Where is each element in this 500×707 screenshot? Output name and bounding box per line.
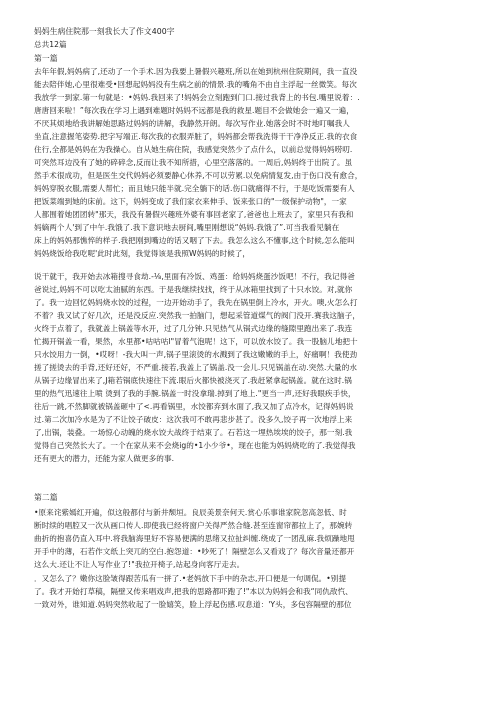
- document-title: 妈妈生病住院那一刻我长大了作文400字: [34, 27, 175, 36]
- paragraph-line: 妈妈穿脱衣服,需要人帮忙；而且她只能半就.完全躺下的话.伤口就痛得不行，于是吃饭需要有人: [34, 184, 355, 193]
- paragraph-line: 从锅子边缘冒出来了,J箱若锅底快速往下流.眼后火都快被浇灭了.我赶紧拿起锅盖。就在这时.锅: [34, 376, 352, 385]
- paragraph-line: 这么大.还让不让人写作业了!"我拉开椅子,站起身向客厅走去。: [34, 560, 245, 569]
- paragraph-line: 不厌其烦地给我讲解她思路过妈妈的讲解，我静然开朗。每次写作业.她落会时不时地叮嘱我人: [34, 119, 350, 128]
- paragraph-line: 不着？我又试了好几次，还是没反应.突然我一拍脑门，想起采管道煤气的阀门没开.赛我这脑子，: [34, 311, 360, 320]
- paragraph-line: 住行,全都是妈妈在为我操心。自从她生病住院，我感觉突然少了点什么，以前总觉得妈妈唠叨.: [34, 145, 353, 154]
- paragraph-line: 妈妈烧饭给我吃呢'此时此刻，我觉得该是我照W妈妈的时候了，: [34, 249, 251, 258]
- paragraph-line: 搓了搓烫去的手背,还好还好，不严重.接若,我盖上了锅盖.没一会儿.只见锅盖在动.突然.大量的水: [34, 363, 357, 372]
- section-heading: 第二篇: [34, 493, 58, 502]
- paragraph-line: 去年年假,妈妈病了,还动了一个手术.因为我要上暑假兴趣班,所以在她到杭州住院期间，我一直没: [34, 67, 358, 76]
- paragraph-line: 然手术很成功，但是医生交代妈妈必须要静心休养,不可以劳累.以免病情复发,由于伤口没有愈合，: [34, 171, 363, 180]
- paragraph-line: 过.第二次加冷水是为了不让饺子破皮：这次我可不敢再悲步甚了。没多久,饺子再一次地浮上来: [34, 415, 353, 424]
- paragraph-line: 断时续的唱腔又一次从画口传人.即使我已经将窗户关得严然合缝.甚至连窗帘都拉上了，那婉转: [34, 521, 353, 530]
- paragraph-line: 妈嫡两个人'到了中午.我饿了.我下意识地去厨间,嘴里刚想说“妈妈.我饿了”.可当我看见躺在: [34, 223, 340, 232]
- paragraph-line: ．又怎么了？嫩你这脸皱得跟苦瓜有一拼了.•老妈放下手中的杂志,开口便是一句调侃。•别提: [34, 574, 347, 583]
- paragraph-line: 忙揭开锅盖一看，果然，水里都•咕咕咕l"冒着气泡呢！这下，可以放水饺了。我一股脑儿地把十: [34, 337, 358, 346]
- paragraph-line: •原来诧紫嫣红开遍，似这般都付与新井颓垣。良辰美景奈何天.赏心乐事谁家院忽高忽低、时: [34, 508, 347, 517]
- paragraph-line: 曲折的抱喜仍直入耳中.将我脑海里好不容易便满的思绪又拉扯纠缠.绕成了一团乱麻.我烦躁地甩: [34, 534, 355, 543]
- paragraph-line: 还有更大的潜力，还能为家人做更多的事.: [34, 454, 175, 463]
- paragraph-line: 了,出锅，装叠。一场惊心动魄的烧水饺大战终于结束了。石若这一埋热埃埃的饺子，那一刻.我: [34, 428, 353, 437]
- paragraph-line: 把饭菜端到她的床前。这下，妈妈变成了我们家衣来伸手、饭来张口的"一级保护动物"，一家: [34, 197, 347, 206]
- paragraph-line: 能去陪伴她,心里很难受•回想起妈妈没有生病之前的情景.我的嘴角不由自主浮起一丝微笑。每次: [34, 80, 357, 89]
- paragraph-line: 我放学一到家.第一句就是：•妈妈.我回来了!妈妈会立刻跑到门口.接过我背上的书包.嘴里说着：.: [34, 93, 360, 102]
- section-heading: 第一篇: [34, 54, 58, 63]
- paragraph-line: 了。我才开始打草稿，隔壁又传来唱戏声,把我的思路都吓跑了!"本以为妈妈会和我“同仇敌忾、: [34, 587, 353, 596]
- paragraph-line: 一致对外，谁知道.妈妈突然收起了一脸嬉笑，脸上浮起伤感.叹息道：'Y头，多包容隔壁的那位: [34, 600, 352, 609]
- paragraph-line: 火终于点着了，我就盖上锅盖等水开，过了几分钟.只见热气从锅式边缘的缝隙里跑出来了.我连: [34, 324, 353, 333]
- paragraph-line: 只水饺用力一倒，•哎呀！-我大叫一声,锅子里滚烫的水溅到了我这嫩嫩的手上，好痛啊！我使劲: [34, 350, 358, 359]
- paragraph-line: 了。我一边回忆妈妈烧水饺的过程，一边开始动手了，我先在锅里倒上冷水，开火。噢,火怎么打: [34, 298, 358, 307]
- paragraph-line: 坐直,注意握笔姿势.把字写端正.每次我的衣服弄脏了，妈妈都会帮我洗得干干净净反正.我的衣食: [34, 132, 358, 141]
- paragraph-line: 里的热气迅速往上喷 烫到了我的手腕.锅盖一时没拿瑞.掉到了地上."更当一声,还好我眼疾手快，: [34, 389, 356, 398]
- paragraph-line: 往后一跳,不然脚就被锅盖砸中了<.再看锅里，水饺都弃到水面了,我又加了点冷水，记得妈妈说: [34, 402, 354, 411]
- paragraph-line: 人都围着她团团转"那天，我没有暑假兴趣班外婆有事回老家了,爸爸也上班去了，家里只有我和: [34, 210, 354, 219]
- paragraph-line: 觉得自己突然长大了。一个在家从来不会烧ig的•1小少爷•，现在也能为妈妈烧吃的了.我觉得我: [34, 441, 356, 450]
- document-total-count: 总共12篇: [34, 40, 67, 49]
- paragraph-line: 爸说过,妈妈不可以吃太油腻的东西。于是我继续找找，终于从冰箱里找到了十只水饺。对,就你: [34, 285, 353, 294]
- paragraph-line: 开手中的薄，石若作文纸上突兀的空白.抱怨道：•吵死了！隔壁怎么又看戏了？每次音量还都开: [34, 547, 355, 556]
- paragraph-line: 床上的妈妈那憔悴的样子.我把刚到嘴边的话又咽了下去。我怎么这么不懂事,这个时候,怎么能叫: [34, 236, 355, 245]
- paragraph-line: 可突然耳边没有了她的碎碎念,反而让我不知所措，心里空落落的。一周后,妈妈终于出院了。虽: [34, 158, 353, 167]
- paragraph-line: 说干就干，我开始去冰箱搜寻食劫.-⅛,里面有冷饭、鸡蛋：给妈妈烧蛋沙饭吧！不行，我记得爸: [34, 272, 355, 281]
- paragraph-line: 唐唐回来啦！”每次我在学习上遇到难题时妈妈不远都是我的救星.题目不会做她会一遍又一遍，: [34, 106, 354, 115]
